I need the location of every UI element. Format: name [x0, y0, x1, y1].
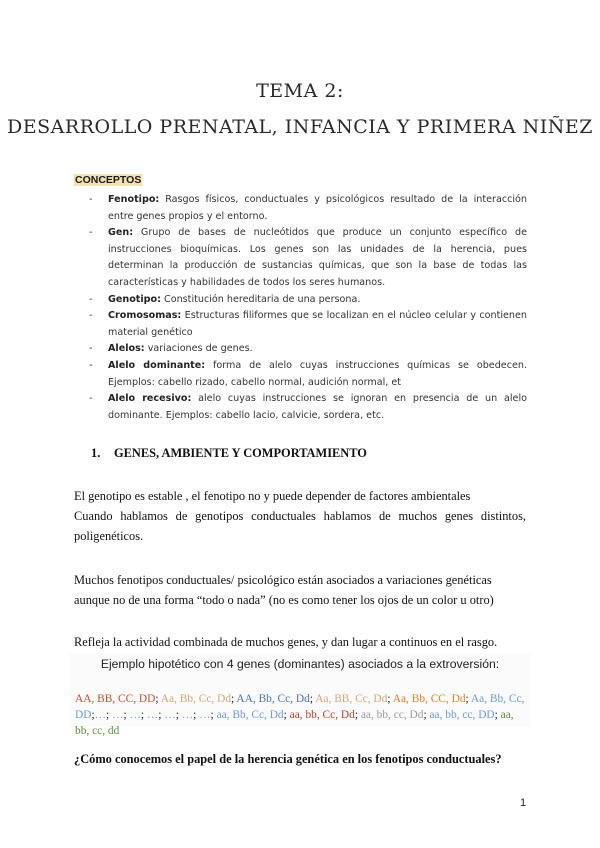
list-dash: -: [89, 310, 93, 322]
list-dash: -: [89, 227, 93, 239]
concepts-heading: CONCEPTOS: [75, 174, 142, 186]
combination-separator: ;: [91, 709, 95, 721]
genotype-combination: aa, bb, Cc, Dd: [286, 709, 355, 721]
question-heading: ¿Cómo conocemos el papel de la herencia genética en los fenotipos conductuales?: [74, 752, 502, 766]
paragraph-fenotipos-conductuales: Muchos fenotipos conductuales/ psicológico están asociados a variaciones genéticas aunque no de una forma “todo o nada” (no es como tener los ojos de un color u otro): [74, 573, 494, 607]
genotype-combinations: [75, 691, 527, 739]
genotype-combination: …: [178, 709, 194, 721]
concept-item-cromosomas: [89, 308, 527, 341]
genotype-combination: AA, Bb, Cc, Dd: [234, 693, 310, 705]
combination-separator: ;: [158, 709, 162, 721]
genotype-combination: Aa, BB, Cc, Dd: [313, 693, 388, 705]
list-dash: -: [89, 393, 93, 405]
section-number: 1.: [91, 446, 101, 460]
paragraph-actividad-combinada: Refleja la actividad combinada de muchos genes, y dan lugar a continuos en el rasgo.: [74, 635, 498, 649]
combination-separator: ;: [465, 693, 469, 705]
paragraph-genotipos-conductuales: Cuando hablamos de genotipos conductuales hablamos de muchos genes distintos, poligenéticos.: [74, 509, 526, 543]
concept-definition: Constitución hereditaria de una persona.: [160, 293, 361, 305]
combination-separator: ;: [494, 709, 498, 721]
concept-definition: variaciones de genes.: [144, 343, 253, 355]
concept-definition: Estructuras filiformes que se localizan en el núcleo celular y contienen material genético: [108, 310, 527, 338]
concept-term: Gen:: [108, 227, 134, 239]
genotype-combination: …: [109, 709, 124, 721]
concept-term: Fenotipo:: [108, 194, 160, 205]
page-number: 1: [520, 797, 527, 809]
genotype-combination: aa, Bb, Cc, Dd: [213, 709, 284, 721]
combination-separator: ;: [210, 709, 214, 721]
genotype-combination: AA, BB, CC, DD: [75, 693, 156, 705]
concept-item-alelo-recesivo: [89, 391, 527, 424]
combination-separator: ;: [123, 709, 127, 721]
combination-separator: ;: [155, 693, 159, 705]
concept-definition: alelo cuyas instrucciones se ignoran en presencia de un alelo dominante. Ejemplos: cabello lacio, calvicie, sordera, etc.: [108, 393, 527, 421]
list-dash: -: [89, 194, 93, 205]
genotype-combination: …: [161, 709, 176, 721]
concept-item-alelos: [89, 341, 527, 358]
genotype-combination: …: [126, 709, 141, 721]
genotype-combination: Aa, Bb, Cc, DD: [75, 693, 525, 721]
combination-separator: ;: [193, 709, 197, 721]
genotype-combination: …: [94, 709, 107, 721]
concepts-list: [89, 192, 527, 424]
combination-separator: ;: [175, 709, 179, 721]
concept-definition: Grupo de bases de nucleótidos que produce un conjunto específico de instrucciones bioquímicas. Los genes son las unidades de la herencia, pues determinan la producción de sustancias químicas, que son la base de todas las características y habilidades de todos los seres humanos.: [108, 227, 527, 288]
title-line-2: DESARROLLO PRENATAL, INFANCIA Y PRIMERA NIÑEZ: [7, 116, 593, 138]
combination-separator: ;: [387, 693, 391, 705]
concept-item-alelo-dominante: [89, 358, 527, 391]
combination-separator: ;: [354, 709, 358, 721]
genotype-combination: aa, bb, cc, DD: [426, 709, 495, 721]
combination-separator: ;: [106, 709, 110, 721]
paragraph-genotipo-estable: El genotipo es estable , el fenotipo no y puede depender de factores ambientales: [74, 489, 471, 503]
list-dash: -: [89, 343, 93, 355]
concept-term: Alelo dominante:: [108, 359, 206, 371]
combination-separator: ;: [423, 709, 427, 721]
concept-term: Cromosomas:: [108, 310, 182, 322]
genotype-combination: aa, bb, cc, dd: [75, 709, 514, 737]
list-dash: -: [89, 293, 93, 305]
concept-term: Genotipo:: [108, 293, 161, 305]
concept-term: Alelo recesivo:: [108, 393, 192, 405]
genotype-combination: Aa, Bb, CC, Dd: [390, 693, 466, 705]
example-title: Ejemplo hipotético con 4 genes (dominantes) asociados a la extroversión:: [100, 657, 500, 671]
genotype-combination: aa, bb, cc, Dd: [358, 709, 424, 721]
section-heading: [91, 446, 367, 461]
concept-definition: forma de alelo cuyas instrucciones químicas se obedecen. Ejemplos: cabello rizado, cabello normal, audición normal, et: [108, 359, 528, 388]
concept-term: Alelos:: [108, 343, 145, 355]
combination-separator: ;: [283, 709, 287, 721]
concept-item-fenotipo: [89, 192, 527, 225]
example-figure: [70, 653, 530, 737]
genotype-combination: …: [144, 709, 159, 721]
concept-item-gen: [89, 225, 527, 291]
list-dash: -: [89, 359, 93, 371]
genotype-combination: Aa, Bb, Cc, Dd: [158, 693, 232, 705]
title-line-1: TEMA 2:: [256, 80, 344, 102]
concept-item-genotipo: [89, 292, 527, 309]
combination-separator: ;: [231, 693, 235, 705]
genotype-combination: …: [196, 709, 211, 721]
combination-separator: ;: [309, 693, 313, 705]
combination-separator: ;: [140, 709, 145, 721]
concept-definition: Rasgos físicos, conductuales y psicológicos resultado de la interacción entre genes propios y el entorno.: [108, 194, 527, 222]
section-title: GENES, AMBIENTE Y COMPORTAMIENTO: [114, 446, 367, 460]
